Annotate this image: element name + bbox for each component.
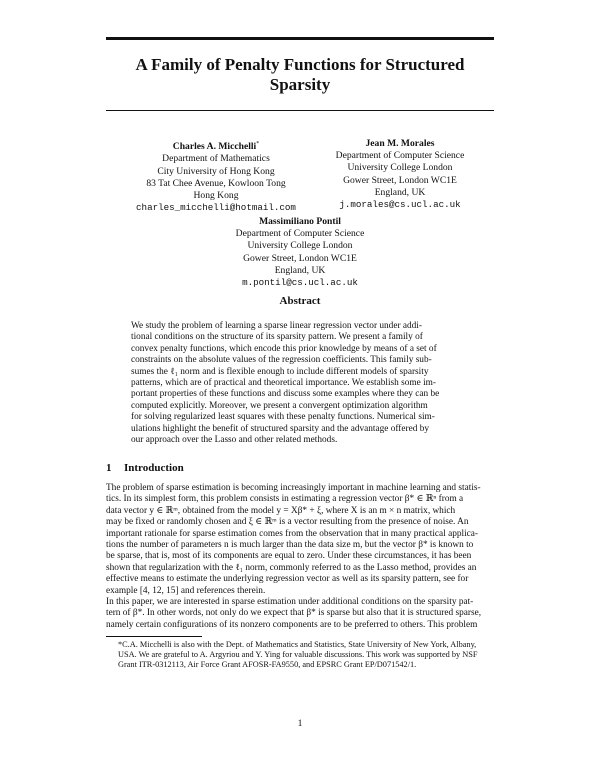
abstract-line: We study the problem of learning a sparse linear regression vector under addi- — [131, 321, 422, 331]
author-name: Charles A. Micchelli* — [172, 141, 260, 153]
author-dept: Department of Computer Science — [335, 150, 465, 162]
author-email[interactable]: m.pontil@cs.ucl.ac.uk — [242, 277, 358, 289]
title-rule-top — [106, 37, 494, 40]
author-country: England, UK — [374, 186, 426, 198]
abstract-line: our approach over the Lasso and other related methods. — [131, 435, 338, 446]
author-email[interactable]: charles_micchelli@hotmail.com — [136, 202, 296, 214]
paragraph-line: shown that regularization with the ℓ₁ norm, commonly referred to as the Lasso method, provides an — [106, 562, 477, 573]
footnote — [106, 640, 494, 671]
intro-paragraph-1 — [106, 483, 494, 597]
section-heading — [106, 462, 494, 474]
paragraph-line: namely certain configurations of its nonzero components are to be preferred to others. This problem — [106, 619, 478, 630]
paragraph-line: tions the number of parameters n is much larger than the data size m, but the vector β* is known to — [106, 540, 474, 551]
author-address: Gower Street, London WC1E — [343, 174, 457, 186]
section-number: 1 — [106, 462, 112, 474]
abstract-line: ulations highlight the benefit of structured sparsity and the advantage offered by — [131, 423, 430, 434]
author-institution: University College London — [347, 162, 453, 174]
author-block-1 — [126, 138, 306, 214]
title-line-2: Sparsity — [269, 75, 331, 94]
paragraph-line: be sparse, that is, most of its components are equal to zero. Under these circumstances, it has been — [106, 551, 472, 562]
abstract-line: portant properties of these functions and discuss some examples where they can be — [131, 389, 440, 400]
author-name: Massimiliano Pontil — [259, 216, 341, 227]
section-title: Introduction — [124, 462, 184, 474]
author-country: England, UK — [274, 264, 326, 276]
abstract-heading: Abstract — [279, 295, 321, 307]
author-dept: Department of Computer Science — [235, 228, 365, 240]
title-line-1: A Family of Penalty Functions for Structured — [135, 55, 465, 74]
author-address: Gower Street, London WC1E — [243, 252, 357, 264]
paper-title — [106, 55, 494, 95]
page-number: 1 — [297, 718, 303, 729]
author-block-3 — [210, 216, 390, 289]
author-block-2 — [314, 138, 486, 211]
abstract-line: sumes the ℓ₁ norm and is flexible enough to include different models of sparsity — [131, 366, 429, 377]
footnote-rule — [106, 636, 202, 637]
author-institution: University College London — [247, 240, 353, 252]
abstract-line: constraints on the absolute values of the regression coefficients. This family sub- — [131, 355, 432, 366]
abstract-line: computed explicitly. Moreover, we present a convergent optimization algorithm — [131, 400, 428, 411]
title-rule-bottom — [106, 110, 494, 111]
author-email[interactable]: j.morales@cs.ucl.ac.uk — [339, 199, 461, 211]
abstract-line: tional conditions on the structure of its sparsity pattern. We present a family of — [131, 332, 423, 343]
footnote-line: USA. We are grateful to A. Argyriou and Y. Ying for valuable discussions. This work was supported by NSF — [118, 650, 478, 660]
paragraph-line: tics. In its simplest form, this problem consists in estimating a regression vector β* ∈ ℝⁿ from a — [106, 494, 464, 505]
author-institution: City University of Hong Kong — [157, 165, 275, 177]
abstract-body — [131, 321, 469, 446]
abstract-line: patterns, which are of practical and theoretical importance. We establish some im- — [131, 378, 436, 389]
paragraph-line: example [4, 12, 15] and references therein. — [106, 585, 266, 596]
footnote-line: *C.A. Micchelli is also with the Dept. of Mathematics and Statistics, State University of New York, Albany, — [118, 640, 477, 649]
paragraph-line: The problem of sparse estimation is becoming increasingly important in machine learning and statis- — [106, 483, 481, 493]
paragraph-line: data vector y ∈ ℝᵐ, obtained from the model y = Xβ* + ξ, where X is an m × n matrix, which — [106, 505, 456, 516]
footnote-line: Grant ITR-0312113, Air Force Grant AFOSR-FA9550, and EPSRC Grant EP/D071542/1. — [118, 660, 417, 670]
paragraph-line: In this paper, we are interested in sparse estimation under additional conditions on the sparsity pat- — [106, 597, 474, 607]
paragraph-line: important rationale for sparse estimation comes from the observation that in many practical applica- — [106, 528, 479, 539]
intro-paragraph-2 — [106, 597, 494, 631]
author-name: Jean M. Morales — [365, 138, 435, 149]
abstract-line: convex penalty functions, which encode this prior knowledge by means of a set of — [131, 343, 437, 354]
author-country: Hong Kong — [193, 190, 239, 201]
paragraph-line: effective means to estimate the underlying regression vector as well as its sparsity pattern, see for — [106, 574, 469, 585]
author-address: 83 Tat Chee Avenue, Kowloon Tong — [146, 177, 286, 189]
abstract-line: for solving regularized least squares with these penalty functions. Numerical sim- — [131, 412, 435, 423]
paragraph-line: may be fixed or randomly chosen and ξ ∈ ℝᵐ is a vector resulting from the presence of noise. An — [106, 517, 469, 528]
author-dept: Department of Mathematics — [162, 153, 270, 165]
paragraph-line: tern of β*. In other words, not only do we expect that β* is sparse but also that it is structured sparse, — [106, 608, 482, 619]
